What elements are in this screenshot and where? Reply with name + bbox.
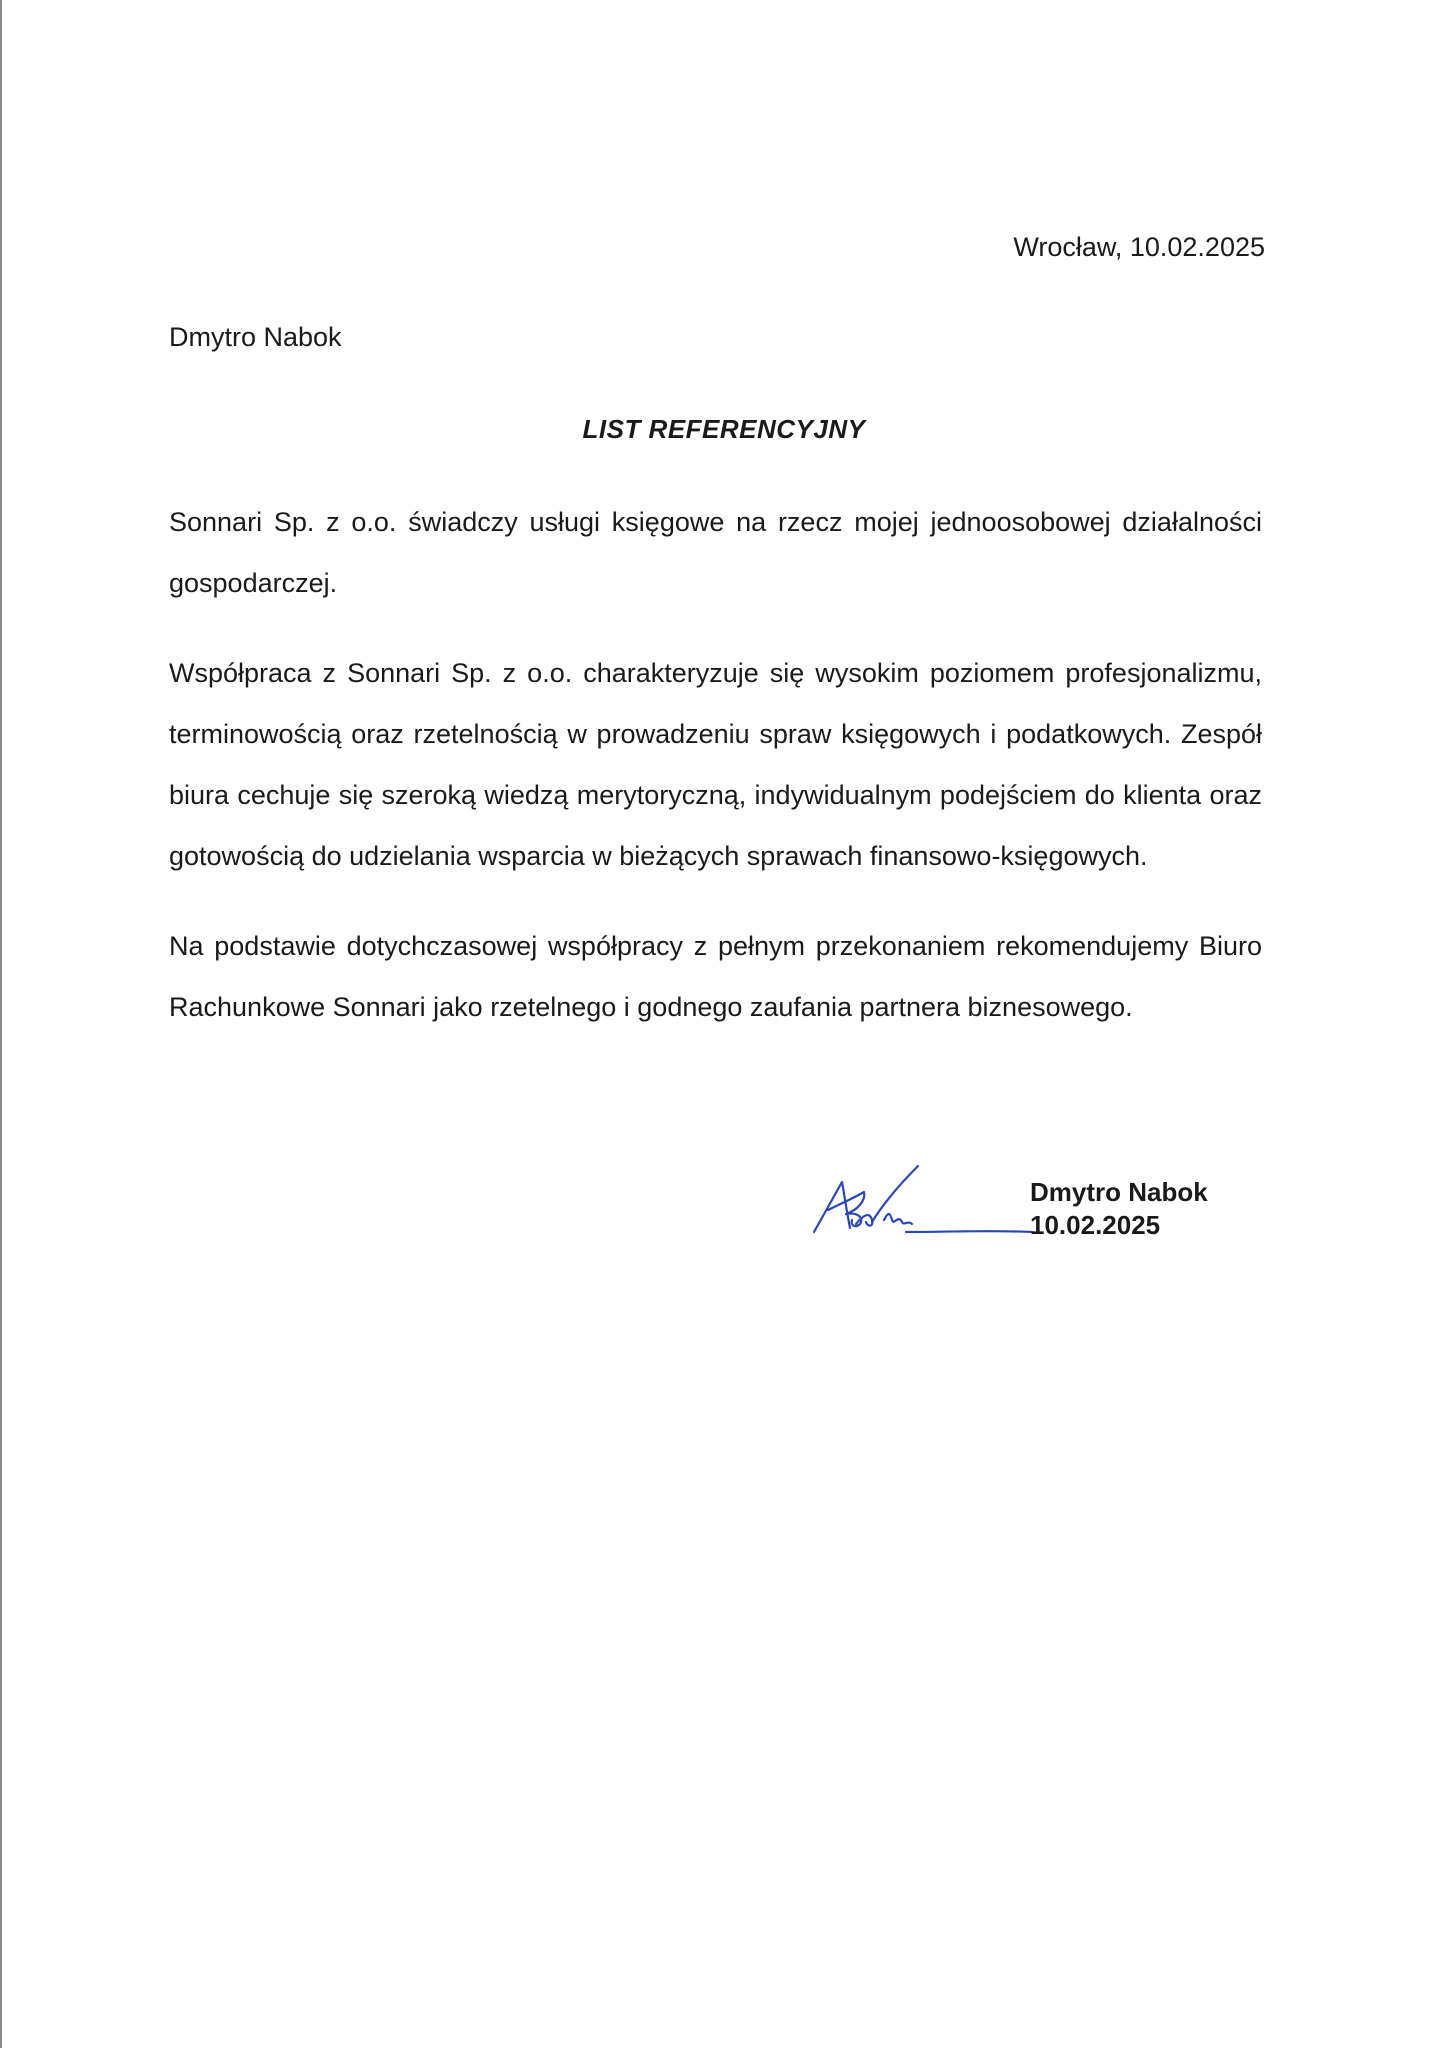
scan-edge-line xyxy=(0,0,2,2048)
paragraph-1: Sonnari Sp. z o.o. świadczy usługi księgowe na rzecz mojej jednoosobowej działalności gospodarczej. xyxy=(169,507,1262,598)
signatory-name: Dmytro Nabok xyxy=(1030,1177,1208,1207)
paragraph-3: Na podstawie dotychczasowej współpracy z pełnym przekonaniem rekomendujemy Biuro Rachunkowe Sonnari jako rzetelnego i godnego zaufania partnera biznesowego. xyxy=(169,931,1262,1022)
signature-date: 10.02.2025 xyxy=(1030,1210,1161,1240)
handwritten-signature xyxy=(806,1162,1036,1262)
author-name: Dmytro Nabok xyxy=(169,322,342,352)
letter-body xyxy=(169,492,1262,1067)
letter-title: LIST REFERENCYJNY xyxy=(582,414,866,444)
paragraph-2: Współpraca z Sonnari Sp. z o.o. charakteryzuje się wysokim poziomem profesjonalizmu, terminowością oraz rzetelnością w prowadzeniu spraw księgowych i podatkowych. Zespół biura cechuje się szeroką wiedzą merytoryczną, indywidualnym podejściem do klienta oraz gotowością do udzielania wsparcia w bieżących sprawach finansowo-księgowych. xyxy=(169,658,1262,871)
signature-block xyxy=(1030,1176,1208,1242)
place-date: Wrocław, 10.02.2025 xyxy=(1013,232,1265,262)
